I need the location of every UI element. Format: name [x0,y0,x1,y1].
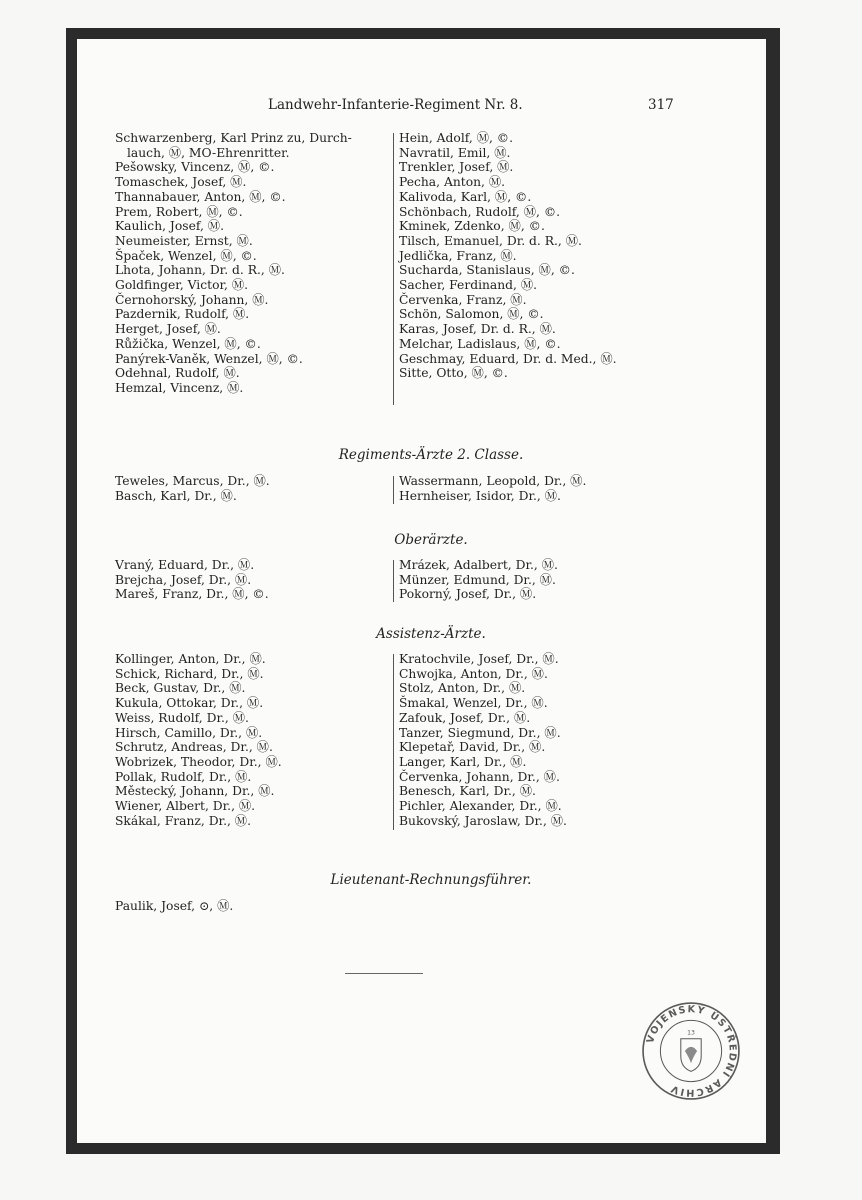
officers-list [115,131,675,421]
list-item: Geschmay, Eduard, Dr. d. Med., Ⓜ. [399,351,617,366]
list-item: Hein, Adolf, Ⓜ, ©. [399,131,514,145]
oberaerzte-right-column [399,558,679,602]
list-item: Stolz, Anton, Dr., Ⓜ. [399,681,526,696]
section-heading-assistenzaerzte: Assistenz-Ärzte. [376,626,486,642]
list-item: Lhota, Johann, Dr. d. R., Ⓜ. [115,263,285,278]
regimentsaerzte-left-column [115,474,385,503]
list-item: Karas, Josef, Dr. d. R., Ⓜ. [399,322,556,337]
list-item: Basch, Karl, Dr., Ⓜ. [115,488,237,503]
stamp-number: 13 [687,1029,695,1037]
list-item: Pešowsky, Vincenz, Ⓜ, ©. [115,160,275,175]
list-item: Městecký, Johann, Dr., Ⓜ. [115,784,275,799]
list-item: Mrázek, Adalbert, Dr., Ⓜ. [399,558,558,572]
list-item: Červenka, Franz, Ⓜ. [399,292,527,307]
list-item: Klepetař, David, Dr., Ⓜ. [399,740,546,755]
list-item: Růžička, Wenzel, Ⓜ, ©. [115,336,261,351]
end-rule [345,973,423,974]
list-item: Wassermann, Leopold, Dr., Ⓜ. [399,474,587,488]
list-item: Panýrek-Vaněk, Wenzel, Ⓜ, ©. [115,351,303,366]
column-divider [393,560,394,602]
list-item: Bukovský, Jaroslaw, Dr., Ⓜ. [399,813,567,828]
list-item: Černohorský, Johann, Ⓜ. [115,292,269,307]
list-item: Sitte, Otto, Ⓜ, ©. [399,366,508,381]
assistenzaerzte-left-column [115,652,385,828]
list-item: Tilsch, Emanuel, Dr. d. R., Ⓜ. [399,233,582,248]
list-item: Langer, Karl, Dr., Ⓜ. [399,754,527,769]
list-item: Thannabauer, Anton, Ⓜ, ©. [115,189,286,204]
list-item: Jedlička, Franz, Ⓜ. [399,248,517,263]
assistenzaerzte-right-column [399,652,679,828]
list-item: Goldfinger, Victor, Ⓜ. [115,278,249,293]
list-item: Melchar, Ladislaus, Ⓜ, ©. [399,336,561,351]
list-item: Schwarzenberg, Karl Prinz zu, Durch- [115,131,352,145]
list-item: Kalivoda, Karl, Ⓜ, ©. [399,189,532,204]
list-item: Benesch, Karl, Dr., Ⓜ. [399,784,536,799]
lion-icon [685,1047,697,1063]
list-item: Odehnal, Rudolf, Ⓜ. [115,366,240,381]
list-item: Schön, Salomon, Ⓜ, ©. [399,307,544,322]
officers-left-column [115,131,385,396]
column-divider [393,476,394,504]
list-item: Tanzer, Siegmund, Dr., Ⓜ. [399,725,561,740]
list-item: Hernheiser, Isidor, Dr., Ⓜ. [399,488,561,503]
section-heading-regimentsaerzte: Regiments-Ärzte 2. Classe. [338,447,524,463]
page-number: 317 [648,97,674,113]
list-item: Beck, Gustav, Dr., Ⓜ. [115,681,246,696]
list-item: Kaulich, Josef, Ⓜ. [115,219,224,234]
stamp-text: VOJENSKÝ ÚSTŘEDNÍ ARCHIV [645,1004,738,1098]
list-item: Schrutz, Andreas, Dr., Ⓜ. [115,740,273,755]
rechnungsfuehrer-column [115,899,385,914]
list-item: Wobrizek, Theodor, Dr., Ⓜ. [115,754,282,769]
list-item: Schönbach, Rudolf, Ⓜ, ©. [399,204,561,219]
list-item: Vraný, Eduard, Dr., Ⓜ. [115,558,255,572]
list-item: Kratochvile, Josef, Dr., Ⓜ. [399,652,559,666]
section-heading-oberaerzte: Oberärzte. [394,532,468,548]
assistenzaerzte-list [115,652,675,832]
list-item: Pokorný, Josef, Dr., Ⓜ. [399,587,537,602]
list-item: Teweles, Marcus, Dr., Ⓜ. [115,474,270,488]
list-item: Kollinger, Anton, Dr., Ⓜ. [115,652,266,666]
list-item: Trenkler, Josef, Ⓜ. [399,160,514,175]
list-item: Tomaschek, Josef, Ⓜ. [115,175,247,190]
list-item: Červenka, Johann, Dr., Ⓜ. [399,769,560,784]
regimentsaerzte-list [115,474,675,506]
page-title: Landwehr-Infanterie-Regiment Nr. 8. [268,97,523,113]
list-item: Hirsch, Camillo, Dr., Ⓜ. [115,725,263,740]
column-divider [393,654,394,830]
oberaerzte-left-column [115,558,385,602]
list-item: Weiss, Rudolf, Dr., Ⓜ. [115,710,249,725]
list-item: Wiener, Albert, Dr., Ⓜ. [115,799,256,814]
list-item: Mareš, Franz, Dr., Ⓜ, ©. [115,587,269,602]
list-item: Prem, Robert, Ⓜ, ©. [115,204,243,219]
regimentsaerzte-right-column [399,474,679,503]
list-item: Navratil, Emil, Ⓜ. [399,145,511,160]
list-item: Pecha, Anton, Ⓜ. [399,175,506,190]
list-item: Münzer, Edmund, Dr., Ⓜ. [399,572,556,587]
oberaerzte-list [115,558,675,604]
list-item: Šmakal, Wenzel, Dr., Ⓜ. [399,696,548,711]
section-heading-rechnungsfuehrer: Lieutenant-Rechnungsführer. [330,872,532,888]
list-item: Hemzal, Vincenz, Ⓜ. [115,380,244,395]
list-item: Herget, Josef, Ⓜ. [115,322,221,337]
list-item: Sacher, Ferdinand, Ⓜ. [399,278,538,293]
list-item: Skákal, Franz, Dr., Ⓜ. [115,813,252,828]
list-item: Kukula, Ottokar, Dr., Ⓜ. [115,696,264,711]
column-divider [393,133,394,405]
list-item: Paulik, Josef, ⊙, Ⓜ. [115,899,234,913]
list-item: Zafouk, Josef, Dr., Ⓜ. [399,710,531,725]
rechnungsfuehrer-list [115,899,675,917]
list-item: Neumeister, Ernst, Ⓜ. [115,233,253,248]
list-item: lauch, Ⓜ, MO-Ehrenritter. [127,145,290,160]
list-item: Špaček, Wenzel, Ⓜ, ©. [115,248,257,263]
list-item: Pichler, Alexander, Dr., Ⓜ. [399,799,562,814]
list-item: Sucharda, Stanislaus, Ⓜ, ©. [399,263,575,278]
list-item: Pollak, Rudolf, Dr., Ⓜ. [115,769,252,784]
list-item: Pazdernik, Rudolf, Ⓜ. [115,307,250,322]
list-item: Schick, Richard, Dr., Ⓜ. [115,666,264,681]
list-item: Kminek, Zdenko, Ⓜ, ©. [399,219,545,234]
list-item: Brejcha, Josef, Dr., Ⓜ. [115,572,252,587]
officers-right-column [399,131,679,381]
list-item: Chwojka, Anton, Dr., Ⓜ. [399,666,548,681]
archive-stamp [640,1000,742,1102]
